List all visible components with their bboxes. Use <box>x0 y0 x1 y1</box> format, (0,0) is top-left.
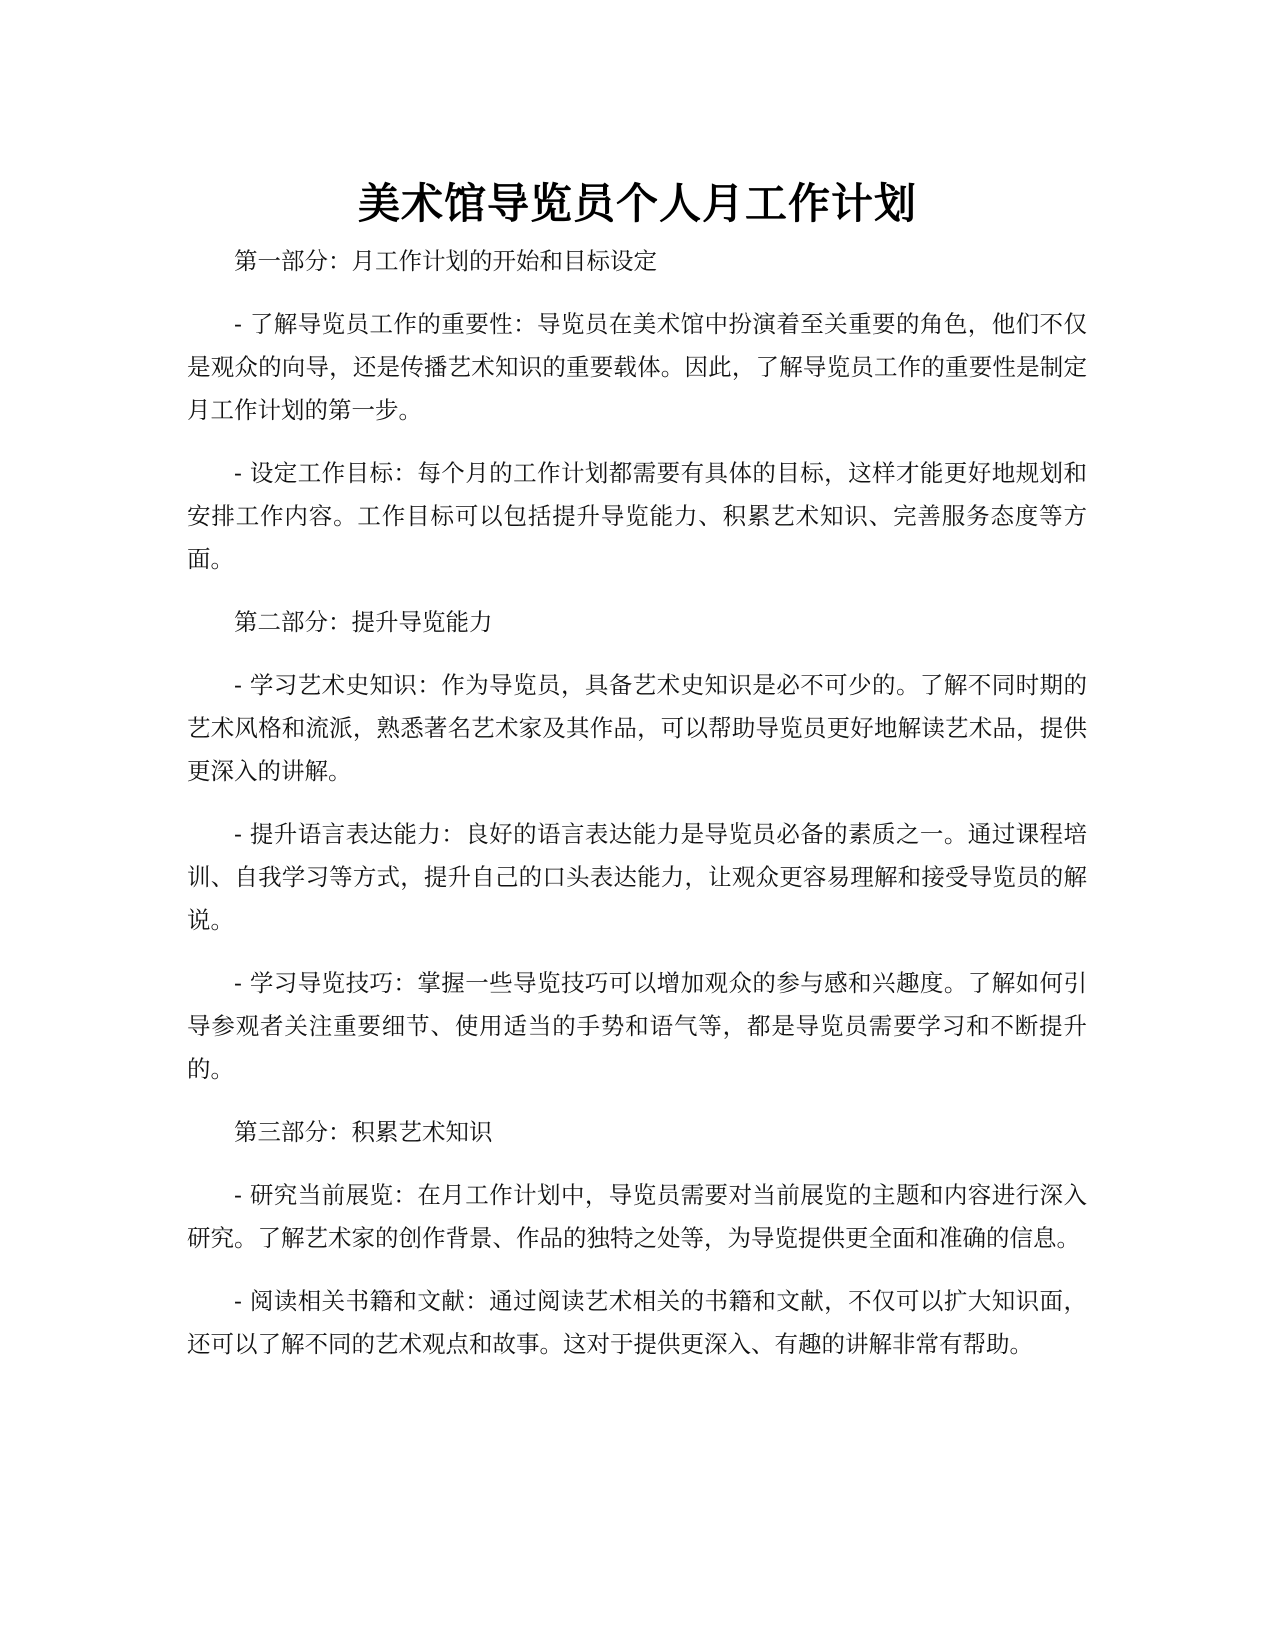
section-heading: 第二部分：提升导览能力 <box>234 608 493 636</box>
page-title: 美术馆导览员个人月工作计划 <box>357 179 917 229</box>
paragraph: - 了解导览员工作的重要性：导览员在美术馆中扮演着至关重要的角色，他们不仅是观众的向导，还是传播艺术知识的重要载体。因此，了解导览员工作的重要性是制定月工作计划的第一步。 <box>187 310 1087 424</box>
paragraph: - 学习艺术史知识：作为导览员，具备艺术史知识是必不可少的。了解不同时期的艺术风格和流派，熟悉著名艺术家及其作品，可以帮助导览员更好地解读艺术品，提供更深入的讲解。 <box>187 671 1087 785</box>
section-heading: 第一部分：月工作计划的开始和目标设定 <box>234 247 657 275</box>
paragraph: - 学习导览技巧：掌握一些导览技巧可以增加观众的参与感和兴趣度。了解如何引导参观者关注重要细节、使用适当的手势和语气等，都是导览员需要学习和不断提升的。 <box>187 969 1087 1083</box>
section-heading: 第三部分：积累艺术知识 <box>234 1118 493 1146</box>
paragraph: - 设定工作目标：每个月的工作计划都需要有具体的目标，这样才能更好地规划和安排工作内容。工作目标可以包括提升导览能力、积累艺术知识、完善服务态度等方面。 <box>187 459 1087 573</box>
paragraph: - 研究当前展览：在月工作计划中，导览员需要对当前展览的主题和内容进行深入研究。了解艺术家的创作背景、作品的独特之处等，为导览提供更全面和准确的信息。 <box>187 1181 1087 1252</box>
paragraph: - 提升语言表达能力：良好的语言表达能力是导览员必备的素质之一。通过课程培训、自我学习等方式，提升自己的口头表达能力，让观众更容易理解和接受导览员的解说。 <box>187 820 1087 934</box>
document-body <box>187 240 1087 1386</box>
paragraph: - 阅读相关书籍和文献：通过阅读艺术相关的书籍和文献，不仅可以扩大知识面，还可以了解不同的艺术观点和故事。这对于提供更深入、有趣的讲解非常有帮助。 <box>187 1287 1087 1358</box>
